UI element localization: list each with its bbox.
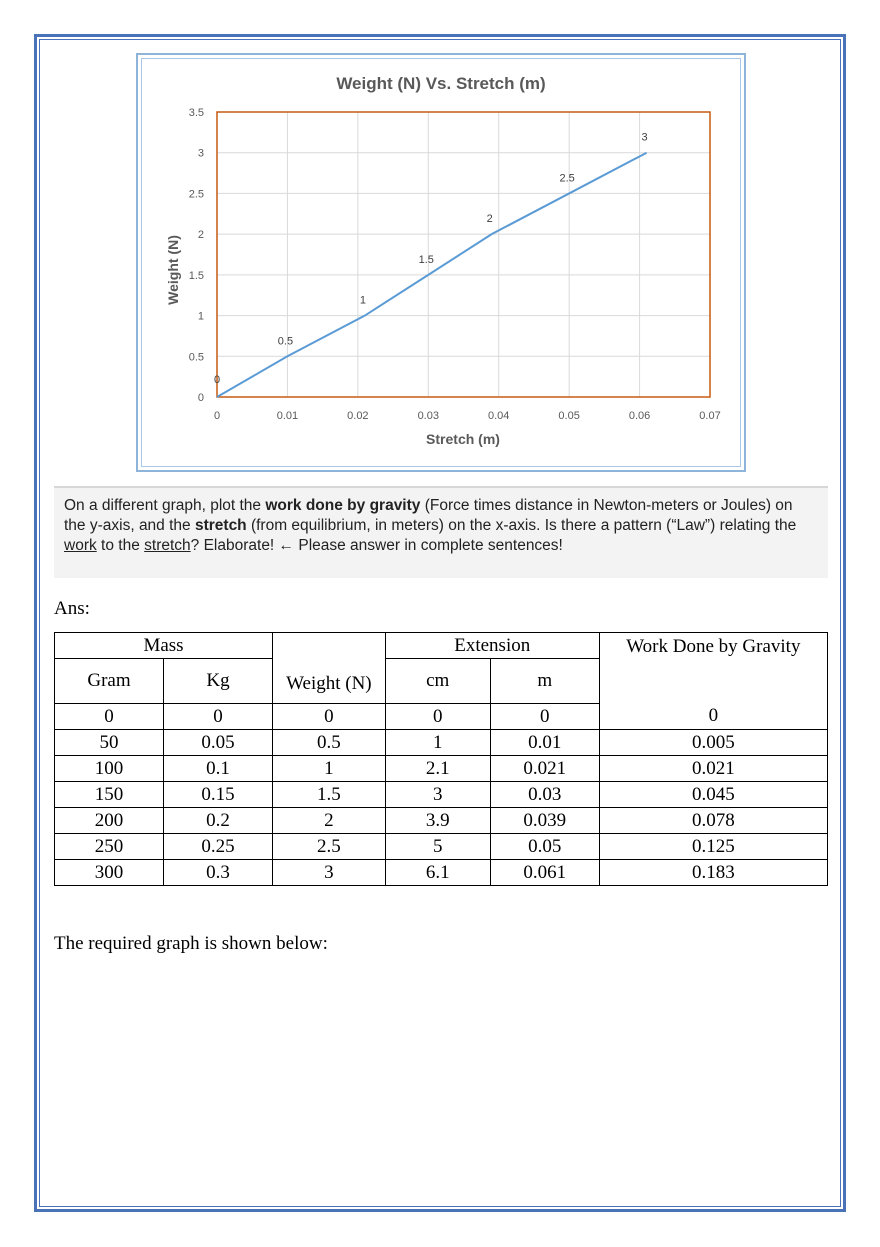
table-row: [55, 782, 828, 808]
x-tick-label: 0.02: [347, 410, 369, 422]
x-tick-label: 0.03: [417, 410, 439, 422]
table-cell: 0: [490, 704, 599, 730]
x-tick-label: 0: [213, 410, 221, 422]
table-cell: 0: [599, 704, 827, 730]
question-text: [54, 486, 828, 578]
table-cell: 0.15: [164, 782, 273, 808]
table-cell: 0.03: [490, 782, 599, 808]
y-tick-label: 0.5: [188, 351, 204, 364]
x-tick-label: 0.07: [699, 410, 721, 422]
table-cell: 2.1: [385, 756, 490, 782]
table-cell: 0.005: [599, 730, 827, 756]
question-part: (from equilibrium, in meters) on the x-axis. Is there a pattern (“Law”) relating the: [246, 517, 797, 534]
table-cell: 0.021: [490, 756, 599, 782]
y-tick-label: 1.5: [188, 269, 204, 282]
header-weight: Weight (N): [273, 633, 386, 704]
header-gram: Gram: [55, 659, 164, 704]
data-label: 2.5: [559, 172, 575, 185]
weight-vs-stretch-chart: [136, 53, 746, 472]
table-cell: 0.125: [599, 834, 827, 860]
question-underline: stretch: [144, 537, 191, 554]
table-row: [55, 756, 828, 782]
table-cell: 3: [385, 782, 490, 808]
table-cell: 200: [55, 808, 164, 834]
data-label: 1.5: [418, 253, 434, 266]
question-part: (Force times distance in Newton-meters or Joules) on the y-axis, and the: [64, 497, 793, 534]
x-tick-label: 0.05: [558, 410, 580, 422]
table-cell: 1: [273, 756, 386, 782]
question-part: On a different graph, plot the: [64, 497, 266, 514]
data-label: 0: [213, 374, 221, 386]
y-tick-label: 2: [197, 229, 204, 242]
chart-tick-labels: [189, 107, 721, 422]
table-row: [55, 834, 828, 860]
table-row: [55, 860, 828, 886]
x-axis-label: Stretch (m): [426, 431, 500, 447]
question-part: ? Elaborate! ← Please answer in complete sentences!: [190, 537, 563, 554]
table-cell: 0: [385, 704, 490, 730]
table-cell: 0.2: [164, 808, 273, 834]
table-cell: 0: [164, 704, 273, 730]
table-cell: 0.01: [490, 730, 599, 756]
graph-intro-text: The required graph is shown below:: [54, 933, 328, 954]
table-cell: 50: [55, 730, 164, 756]
table-cell: 0.3: [164, 860, 273, 886]
data-label: 3: [641, 131, 648, 144]
chart-title: Weight (N) Vs. Stretch (m): [336, 74, 546, 93]
table-cell: 250: [55, 834, 164, 860]
table-cell: 0.045: [599, 782, 827, 808]
table-cell: 2.5: [273, 834, 386, 860]
table-cell: 1.5: [273, 782, 386, 808]
table-cell: 0.183: [599, 860, 827, 886]
answer-label: Ans:: [54, 598, 90, 619]
y-tick-label: 3.5: [188, 107, 204, 119]
chart-data-labels: [214, 132, 648, 386]
data-label: 2: [486, 213, 493, 226]
data-label: 1: [359, 294, 366, 307]
x-tick-label: 0.06: [628, 410, 651, 422]
table-header-row: [55, 633, 828, 659]
table-row: [55, 704, 828, 730]
table-cell: 0: [273, 704, 386, 730]
table-cell: 1: [385, 730, 490, 756]
header-mass: Mass: [55, 633, 273, 659]
table-cell: 0.061: [490, 860, 599, 886]
header-work-done: Work Done by Gravity: [599, 633, 827, 704]
table-cell: 100: [55, 756, 164, 782]
table-row: [55, 808, 828, 834]
table-cell: 0.05: [490, 834, 599, 860]
question-bold: work done by gravity: [265, 497, 421, 514]
y-axis-label: Weight (N): [165, 235, 181, 305]
table-cell: 0.078: [599, 808, 827, 834]
table-cell: 0.05: [164, 730, 273, 756]
table-row: [55, 730, 828, 756]
table-cell: 0.021: [599, 756, 827, 782]
y-tick-label: 1: [197, 310, 204, 323]
table-cell: 150: [55, 782, 164, 808]
y-tick-label: 0: [197, 392, 204, 404]
header-m: m: [490, 659, 599, 704]
table-cell: 2: [273, 808, 386, 834]
table-cell: 6.1: [385, 860, 490, 886]
header-kg: Kg: [164, 659, 273, 704]
table-cell: 5: [385, 834, 490, 860]
table-cell: 0.1: [164, 756, 273, 782]
data-label: 0.5: [277, 335, 294, 348]
table-cell: 3.9: [385, 808, 490, 834]
x-tick-label: 0.01: [276, 410, 299, 422]
question-underline: work: [64, 537, 97, 554]
question-part: to the: [96, 537, 145, 554]
y-tick-label: 3: [197, 147, 204, 160]
table-cell: 0: [55, 704, 164, 730]
question-bold: stretch: [194, 517, 247, 534]
table-cell: 0.25: [164, 834, 273, 860]
header-extension: Extension: [385, 633, 599, 659]
table-cell: 3: [273, 860, 386, 886]
x-tick-label: 0.04: [488, 410, 510, 422]
header-cm: cm: [385, 659, 490, 704]
table-cell: 0.5: [273, 730, 386, 756]
table-cell: 300: [55, 860, 164, 886]
y-tick-label: 2.5: [188, 188, 204, 201]
data-table: [54, 632, 828, 886]
table-cell: 0.039: [490, 808, 599, 834]
